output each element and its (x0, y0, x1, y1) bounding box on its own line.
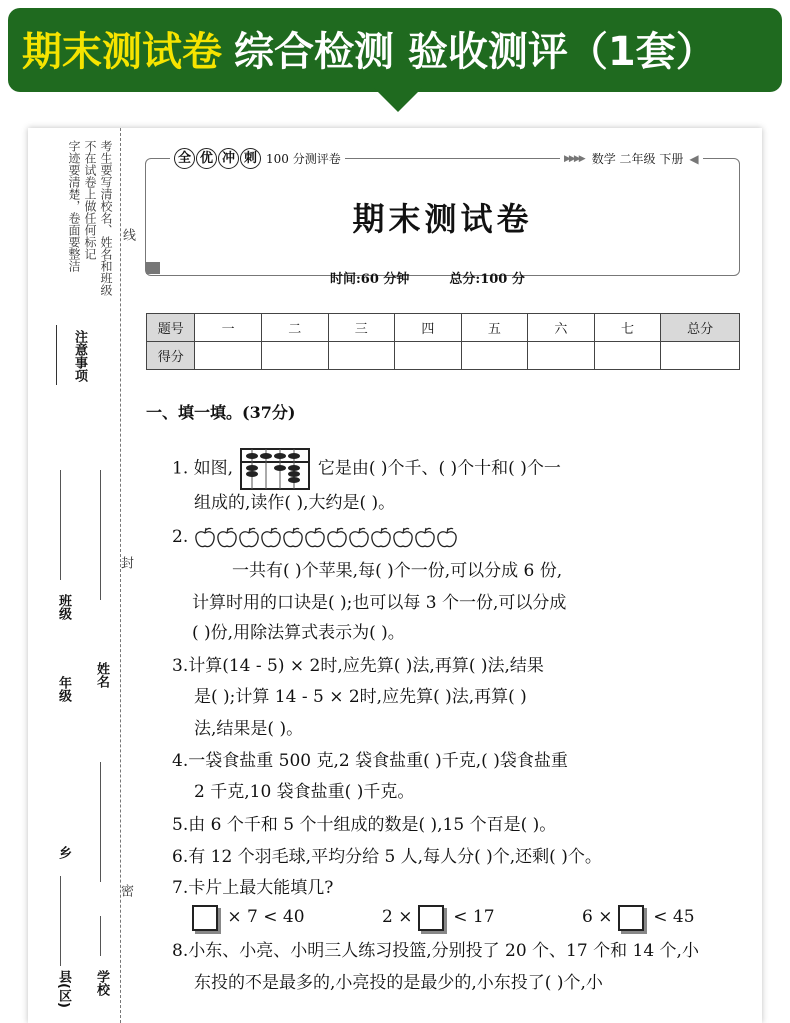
question-2-line-2: 计算时用的口诀是( );也可以每 3 个一份,可以分成 (192, 593, 567, 613)
q2-label: 2. (172, 527, 189, 547)
total-score-label: 总分:100 分 (449, 272, 525, 287)
apple-icon (194, 527, 216, 549)
question-7: 7.卡片上最大能填几? (172, 878, 334, 898)
cell-q2: 二 (261, 314, 328, 342)
score-input-6[interactable] (528, 342, 595, 370)
q7-expr-3-pre: 6 × (582, 907, 613, 927)
mark-feng: 封 (118, 556, 133, 569)
abacus-icon (240, 448, 310, 490)
exam-meta (330, 268, 525, 287)
apple-icon (216, 527, 238, 549)
question-8-line-1: 8.小东、小亮、小明三人练习投篮,分别投了 20 个、17 个和 14 个,小 (172, 941, 699, 961)
field-name-line[interactable] (100, 762, 101, 882)
cell-q6: 六 (528, 314, 595, 342)
notes-list (34, 140, 114, 320)
apple-icon (282, 527, 304, 549)
note-2: 不在试卷上做任何标记 (83, 140, 97, 260)
answer-card-2[interactable] (418, 905, 444, 931)
brand (170, 148, 345, 169)
field-name: 姓名 (94, 662, 109, 688)
score-table (146, 313, 740, 370)
field-township: 乡 (56, 846, 71, 859)
question-7-expr-3 (582, 904, 695, 931)
cell-score-label: 得分 (147, 342, 195, 370)
question-2-apples (172, 524, 458, 550)
cell-q5: 五 (461, 314, 528, 342)
brand-tail: 100 分测评卷 (266, 152, 341, 166)
q1-prefix: 1. 如图, (172, 458, 234, 479)
question-3-line-3: 法,结果是( )。 (194, 719, 304, 739)
note-1: 考生要写清校名、姓名和班级 (99, 140, 113, 296)
banner-title-white: 综合检测 验收测评（1套） (234, 28, 716, 75)
field-county: 县(区) (56, 970, 71, 1008)
score-input-7[interactable] (594, 342, 661, 370)
cell-q4: 四 (395, 314, 462, 342)
apple-icon (326, 527, 348, 549)
subject-tag (560, 150, 703, 167)
answer-card-3[interactable] (618, 905, 644, 931)
score-input-total[interactable] (661, 342, 740, 370)
score-input-4[interactable] (395, 342, 462, 370)
brand-char-1: 全 (174, 148, 195, 169)
apple-icon (370, 527, 392, 549)
note-3: 字迹要清楚，卷面要整洁 (67, 140, 81, 272)
paper-title: 期末测试卷 (352, 200, 533, 238)
apple-icon (392, 527, 414, 549)
field-school-line[interactable] (100, 916, 101, 956)
question-7-expr-2 (382, 904, 495, 931)
q7-expr-3-post: < 45 (653, 907, 695, 927)
cell-q3: 三 (328, 314, 395, 342)
apple-icon (238, 527, 260, 549)
score-input-2[interactable] (261, 342, 328, 370)
left-arrow-icon: ◀ (689, 151, 699, 166)
field-name-line-upper[interactable] (100, 470, 101, 600)
mark-xian: 线 (120, 228, 135, 241)
brand-char-3: 冲 (218, 148, 239, 169)
question-3-line-2: 是( );计算 14 - 5 × 2时,应先算( )法,再算( ) (194, 687, 527, 707)
notes-divider (56, 325, 57, 385)
mark-mi: 密 (118, 884, 133, 897)
question-4-line-2: 2 千克,10 袋食盐重( )千克。 (194, 782, 415, 802)
time-label: 时间:60 分钟 (330, 272, 410, 287)
question-8-line-2: 东投的不是最多的,小亮投的是最少的,小东投了( )个,小 (194, 973, 603, 993)
question-1-line-1 (172, 448, 561, 490)
cell-q1: 一 (195, 314, 262, 342)
question-4-line-1: 4.一袋食盐重 500 克,2 袋食盐重( )千克,( )袋食盐重 (172, 751, 568, 771)
score-input-3[interactable] (328, 342, 395, 370)
cell-question-no: 题号 (147, 314, 195, 342)
question-1-line-2: 组成的,读作( ),大约是( )。 (194, 493, 396, 513)
arrows-icon: ▶▶▶▶ (564, 153, 584, 164)
apple-row (194, 527, 458, 547)
q1-suffix: 它是由( )个千、( )个十和( )个一 (317, 458, 561, 479)
question-7-expr-1 (192, 904, 305, 931)
q7-expr-2-pre: 2 × (382, 907, 413, 927)
q7-expr-2-post: < 17 (453, 907, 495, 927)
score-table-score-row (147, 342, 740, 370)
corner-mark (146, 262, 160, 274)
field-class-line[interactable] (60, 470, 61, 580)
field-school: 学校 (94, 970, 109, 996)
banner-title (22, 20, 716, 76)
field-county-line[interactable] (60, 876, 61, 966)
field-class: 班级 (56, 594, 71, 620)
apple-icon (414, 527, 436, 549)
apple-icon (348, 527, 370, 549)
apple-icon (260, 527, 282, 549)
apple-icon (436, 527, 458, 549)
answer-card-1[interactable] (192, 905, 218, 931)
brand-char-2: 优 (196, 148, 217, 169)
question-2-line-3: ( )份,用除法算式表示为( )。 (192, 623, 405, 643)
cell-total: 总分 (661, 314, 740, 342)
question-2-line-1: 一共有( )个苹果,每( )个一份,可以分成 6 份, (232, 561, 563, 581)
subject-label: 数学 二年级 下册 (591, 152, 684, 166)
field-grade: 年级 (56, 676, 71, 702)
question-6: 6.有 12 个羽毛球,平均分给 5 人,每人分( )个,还剩( )个。 (172, 847, 602, 867)
q7-expr-1-text: × 7 < 40 (227, 907, 305, 927)
cell-q7: 七 (594, 314, 661, 342)
score-table-header-row (147, 314, 740, 342)
banner-title-yellow: 期末测试卷 (22, 28, 222, 75)
question-5: 5.由 6 个千和 5 个十组成的数是( ),15 个百是( )。 (172, 815, 557, 835)
brand-char-4: 刺 (240, 148, 261, 169)
notes-heading: 注意事项 (72, 330, 87, 382)
score-input-5[interactable] (461, 342, 528, 370)
score-input-1[interactable] (195, 342, 262, 370)
section-1-title: 一、填一填。(37分) (146, 403, 296, 422)
question-3-line-1: 3.计算(14 - 5) × 2时,应先算( )法,再算( )法,结果 (172, 656, 544, 676)
banner-pointer (374, 88, 422, 112)
apple-icon (304, 527, 326, 549)
